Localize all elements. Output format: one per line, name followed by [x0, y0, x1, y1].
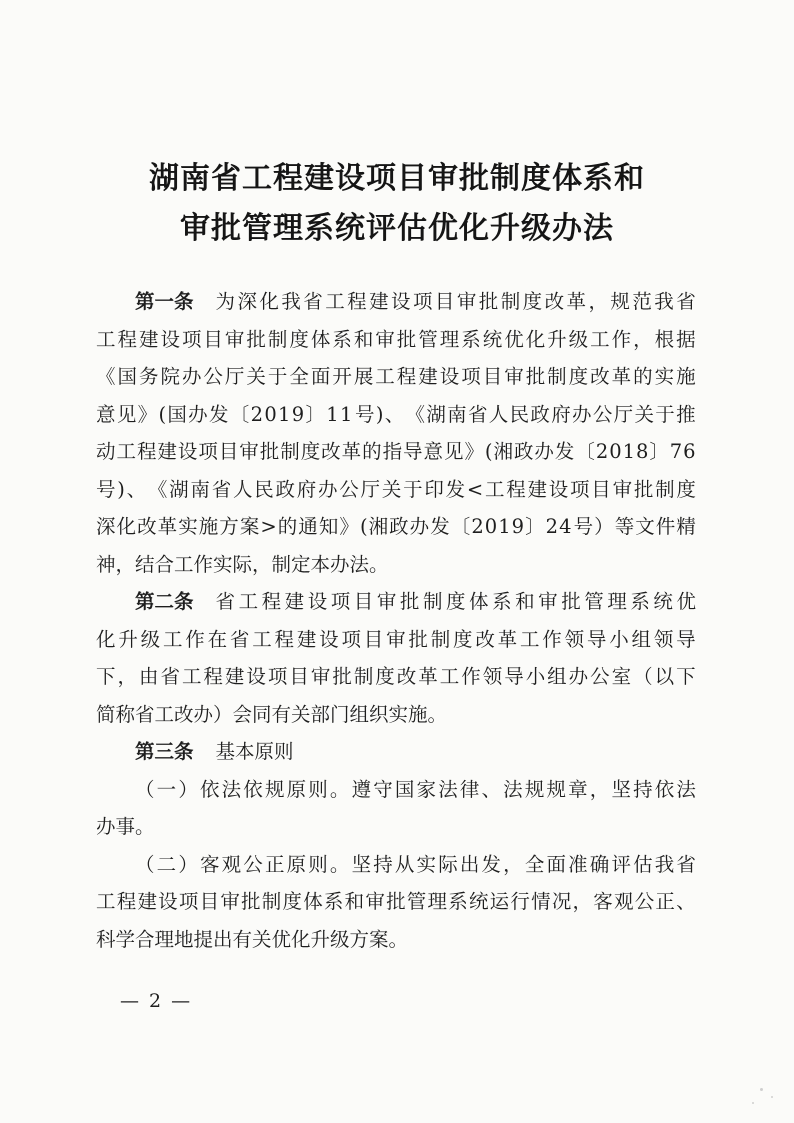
article-1-line: 意 见 》 ( 国 办 发 〔 2 0 1 9 〕 1 1 号 ) 、 《 湖 南 省 人 民 政 府 办 公 厅 关 于 推 — [96, 402, 696, 426]
principle-2-line: 工 程 建 设 项 目 审 批 制 度 体 系 和 审 批 管 理 系 统 运 行 情 况 ， 客 观 公 正 、 — [96, 890, 696, 913]
article-2-line — [96, 583, 696, 621]
article-1-line: 深 化 改 革 实 施 方 案 > 的 通 知 》 ( 湘 政 办 发 〔 2 0 1 9 〕 2 4 号 ） 等 文 件 精 — [96, 515, 696, 538]
principle-2-line: （ 二 ） 客 观 公 正 原 则 。 坚 持 从 实 际 出 发 ， 全 面 准 确 评 估 我 省 — [135, 852, 696, 876]
article-2-line: 化 升 级 工 作 在 省 工 程 建 设 项 目 审 批 制 度 改 革 工 作 领 导 小 组 领 导 — [96, 627, 696, 651]
article-1-line: 动 工 程 建 设 项 目 审 批 制 度 改 革 的 指 导 意 见 》 ( 湘 政 办 发 〔 2 0 1 8 〕 7 6 — [96, 440, 696, 463]
article-2-text: 省 工 程 建 设 项 目 审 批 制 度 体 系 和 审 批 管 理 系 统 优 — [215, 590, 696, 613]
principle-1-line: 办事。 — [96, 815, 155, 838]
article-1-line — [96, 283, 696, 321]
article-1-line: 工 程 建 设 项 目 审 批 制 度 体 系 和 审 批 管 理 系 统 优 化 升 级 工 作 ， 根 据 — [96, 327, 696, 351]
article-3-heading — [96, 733, 696, 771]
principle-1-line: （ 一 ） 依 法 依 规 原 则 。 遵 守 国 家 法 律 、 法 规 规 章 ， 坚 持 依 法 — [135, 777, 696, 801]
document-title-line-2: 审批管理系统评估优化升级办法 — [180, 211, 614, 246]
article-3-label: 第三条 — [135, 740, 194, 763]
scan-speck — [760, 1088, 763, 1091]
scan-speck — [752, 1102, 754, 1104]
article-2-label: 第二条 — [135, 590, 194, 613]
principle-2-line: 科学合理地提出有关优化升级方案。 — [96, 927, 409, 951]
article-1-line: 《 国 务 院 办 公 厅 关 于 全 面 开 展 工 程 建 设 项 目 审 批 制 度 改 革 的 实 施 — [96, 365, 696, 388]
document-body — [96, 283, 696, 958]
page-number: — 2 — — [120, 990, 193, 1012]
article-3-heading-text: 基本原则 — [215, 740, 294, 763]
article-2-line: 下 ， 由 省 工 程 建 设 项 目 审 批 制 度 改 革 工 作 领 导 小 组 办 公 室 （ 以 下 — [96, 665, 696, 688]
article-1-line: 号 ) 、 《 湖 南 省 人 民 政 府 办 公 厅 关 于 印 发 < 工 程 建 设 项 目 审 批 制 度 — [96, 477, 696, 501]
document-title-line-1: 湖南省工程建设项目审批制度体系和 — [149, 161, 645, 196]
article-1-label: 第一条 — [135, 290, 194, 313]
article-1-line: 神，结合工作实际，制定本办法。 — [96, 552, 389, 576]
article-1-text: 为 深 化 我 省 工 程 建 设 项 目 审 批 制 度 改 革 ， 规 范 我 省 — [215, 290, 696, 313]
scan-speck — [771, 1096, 773, 1098]
article-2-line: 简称省工改办）会同有关部门组织实施。 — [96, 702, 448, 726]
